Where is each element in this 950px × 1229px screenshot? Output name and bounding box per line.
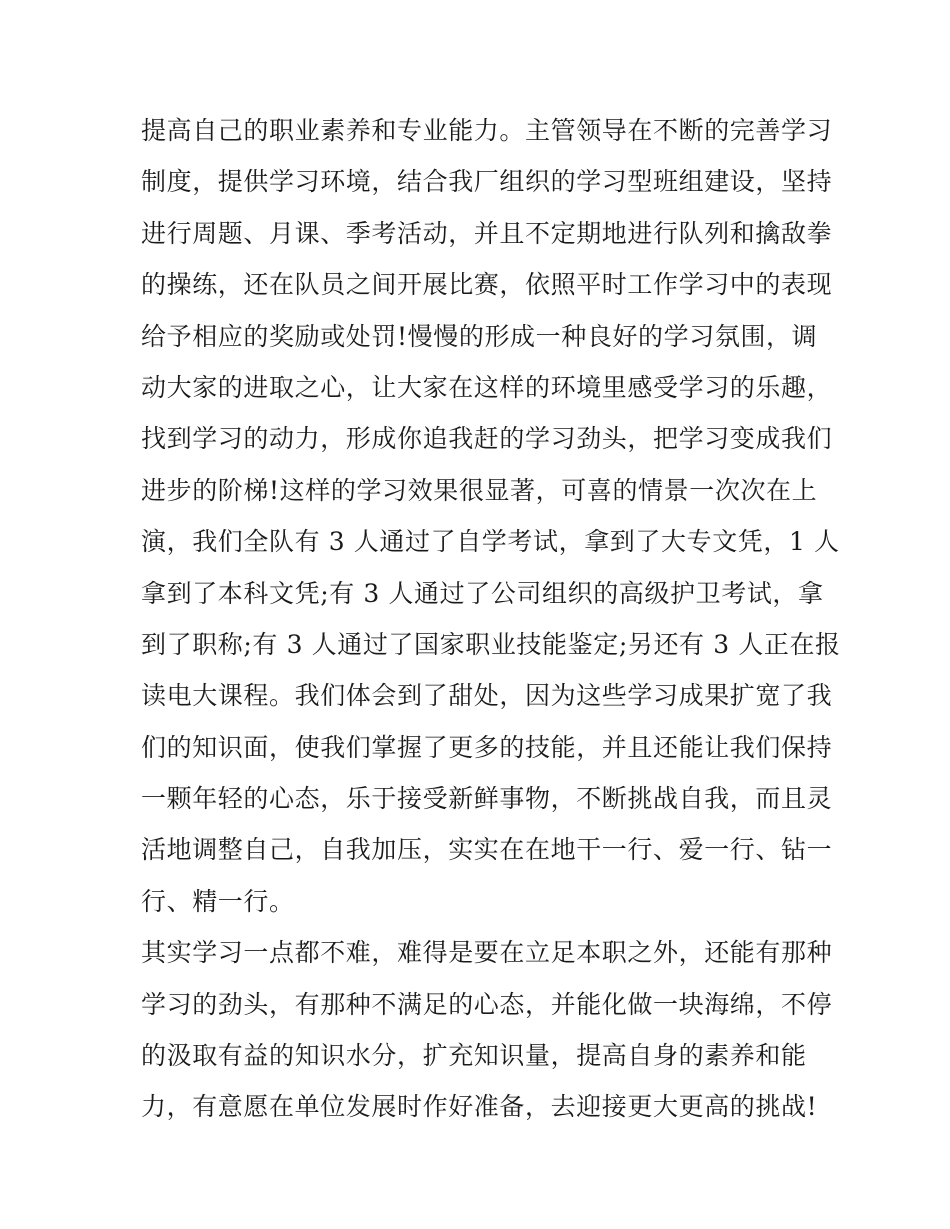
- text-line: 行、精一行。: [141, 886, 295, 916]
- text-line: 的汲取有益的知识水分，扩充知识量，提高自身的素养和能: [141, 1041, 807, 1071]
- text-line: 演，我们全队有 3 人通过了自学考试，拿到了大专文凭，1 人: [141, 527, 840, 557]
- text-line: 动大家的进取之心，让大家在这样的环境里感受学习的乐趣，: [141, 372, 833, 402]
- text-line: 制度，提供学习环境，结合我厂组织的学习型班组建设，坚持: [141, 167, 833, 197]
- text-line: 的操练，还在队员之间开展比赛，依照平时工作学习中的表现: [141, 270, 833, 300]
- text-line: 力，有意愿在单位发展时作好准备，去迎接更大更高的挑战!: [141, 1092, 818, 1122]
- text-line: 找到学习的动力，形成你追我赶的学习劲头，把学习变成我们: [141, 424, 833, 454]
- text-line: 读电大课程。我们体会到了甜处，因为这些学习成果扩宽了我: [141, 681, 833, 711]
- text-line: 到了职称;有 3 人通过了国家职业技能鉴定;另还有 3 人正在报: [141, 629, 841, 659]
- text-line: 拿到了本科文凭;有 3 人通过了公司组织的高级护卫考试，拿: [141, 578, 824, 608]
- text-line: 学习的劲头，有那种不满足的心态，并能化做一块海绵，不停: [141, 989, 833, 1019]
- text-line: 进行周题、月课、季考活动，并且不定期地进行队列和擒敌拳: [141, 218, 833, 248]
- text-line: 们的知识面，使我们掌握了更多的技能，并且还能让我们保持: [141, 732, 833, 762]
- text-line: 其实学习一点都不难，难得是要在立足本职之外，还能有那种: [141, 938, 833, 968]
- text-line: 进步的阶梯!这样的学习效果很显著，可喜的情景一次次在上: [141, 475, 818, 505]
- body-text: [141, 108, 841, 1136]
- text-line: 给予相应的奖励或处罚!慢慢的形成一种良好的学习氛围，调: [141, 321, 818, 351]
- text-line: 提高自己的职业素养和专业能力。主管领导在不断的完善学习: [141, 116, 833, 145]
- text-line: 活地调整自己，自我加压，实实在在地干一行、爱一行、钻一: [141, 835, 833, 865]
- text-line: 一颗年轻的心态，乐于接受新鲜事物，不断挑战自我，而且灵: [141, 784, 833, 814]
